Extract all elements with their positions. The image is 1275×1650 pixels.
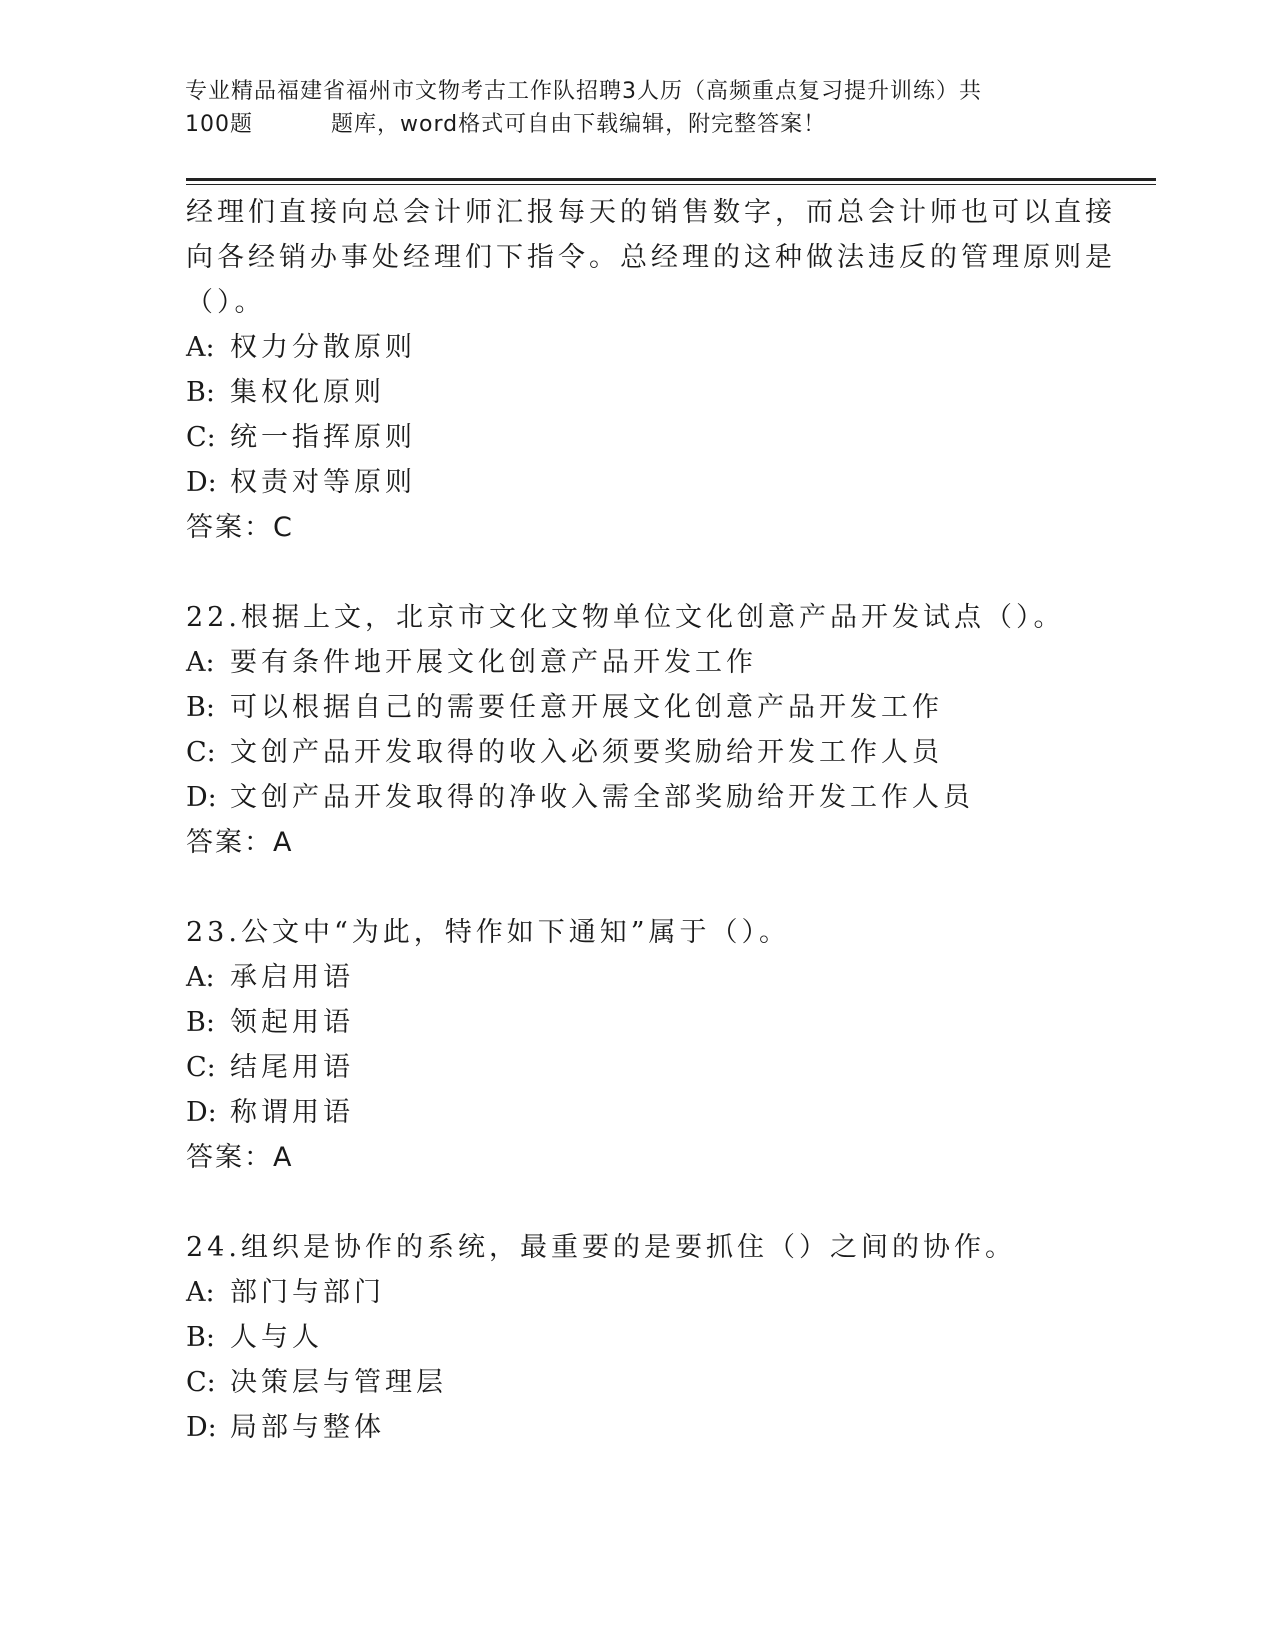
header-line-1: 专业精品福建省福州市文物考古工作队招聘3人历（高频重点复习提升训练）共 xyxy=(185,79,982,104)
answer: 答案：A xyxy=(186,827,294,858)
option-text: 局部与整体 xyxy=(230,1412,385,1443)
option-text: 权力分散原则 xyxy=(230,332,416,363)
option-text: 可以根据自己的需要任意开展文化创意产品开发工作 xyxy=(230,692,943,723)
question-22 xyxy=(186,595,1066,865)
option-d xyxy=(186,460,1066,505)
question-21-continued xyxy=(186,190,1116,550)
question-text-line: 向各经销办事处经理们下指令。总经理的这种做法违反的管理原则是 xyxy=(186,242,1116,273)
option-c xyxy=(186,1045,1066,1090)
option-text: 结尾用语 xyxy=(230,1052,354,1083)
option-a xyxy=(186,1270,1066,1315)
header-divider-thick xyxy=(186,178,1156,181)
option-c xyxy=(186,415,1066,460)
option-letter: C: xyxy=(186,737,216,768)
option-letter: A: xyxy=(186,332,215,363)
question-text-line: 经理们直接向总会计师汇报每天的销售数字，而总会计师也可以直接 xyxy=(186,197,1116,228)
question-list xyxy=(186,190,1116,1450)
option-text: 权责对等原则 xyxy=(230,467,416,498)
option-b xyxy=(186,1000,1066,1045)
question-title: 22.根据上文，北京市文化文物单位文化创意产品开发试点（）。 xyxy=(186,602,1065,633)
option-d xyxy=(186,1090,1066,1135)
option-letter: B: xyxy=(186,1007,215,1038)
option-a xyxy=(186,640,1066,685)
answer: 答案：C xyxy=(186,512,294,543)
answer: 答案：A xyxy=(186,1142,294,1173)
option-text: 称谓用语 xyxy=(230,1097,354,1128)
option-text: 承启用语 xyxy=(230,962,354,993)
option-text: 领起用语 xyxy=(230,1007,354,1038)
option-a xyxy=(186,325,1066,370)
option-letter: A: xyxy=(186,962,215,993)
option-text: 部门与部门 xyxy=(230,1277,385,1308)
option-letter: B: xyxy=(186,377,215,408)
option-letter: D: xyxy=(186,1097,217,1128)
option-d xyxy=(186,1405,1066,1450)
question-title: 24.组织是协作的系统，最重要的是要抓住（）之间的协作。 xyxy=(186,1232,1016,1263)
option-letter: C: xyxy=(186,1052,216,1083)
option-letter: D: xyxy=(186,467,217,498)
question-24 xyxy=(186,1225,1066,1450)
header-divider-thin xyxy=(186,184,1156,185)
option-letter: B: xyxy=(186,1322,215,1353)
option-c xyxy=(186,730,1066,775)
option-b xyxy=(186,1315,1066,1360)
option-a xyxy=(186,955,1066,1000)
option-text: 统一指挥原则 xyxy=(230,422,416,453)
option-b xyxy=(186,685,1066,730)
option-text: 要有条件地开展文化创意产品开发工作 xyxy=(230,647,757,678)
option-b xyxy=(186,370,1066,415)
option-letter: D: xyxy=(186,1412,217,1443)
option-text: 集权化原则 xyxy=(230,377,385,408)
question-23 xyxy=(186,910,1066,1180)
option-c xyxy=(186,1360,1066,1405)
option-text: 决策层与管理层 xyxy=(230,1367,447,1398)
document-header xyxy=(185,75,1065,141)
header-line-2 xyxy=(185,108,1065,141)
header-description: 题库，word格式可自由下载编辑，附完整答案！ xyxy=(331,112,827,137)
option-letter: D: xyxy=(186,782,217,813)
option-d xyxy=(186,775,1066,820)
question-title: 23.公文中“为此，特作如下通知”属于（）。 xyxy=(186,917,791,948)
option-letter: C: xyxy=(186,422,216,453)
option-text: 人与人 xyxy=(230,1322,323,1353)
option-text: 文创产品开发取得的净收入需全部奖励给开发工作人员 xyxy=(230,782,974,813)
option-letter: C: xyxy=(186,1367,216,1398)
header-count: 100题 xyxy=(185,112,253,137)
option-letter: B: xyxy=(186,692,215,723)
question-text-line: （）。 xyxy=(186,287,266,318)
option-letter: A: xyxy=(186,1277,215,1308)
option-text: 文创产品开发取得的收入必须要奖励给开发工作人员 xyxy=(230,737,943,768)
option-letter: A: xyxy=(186,647,215,678)
